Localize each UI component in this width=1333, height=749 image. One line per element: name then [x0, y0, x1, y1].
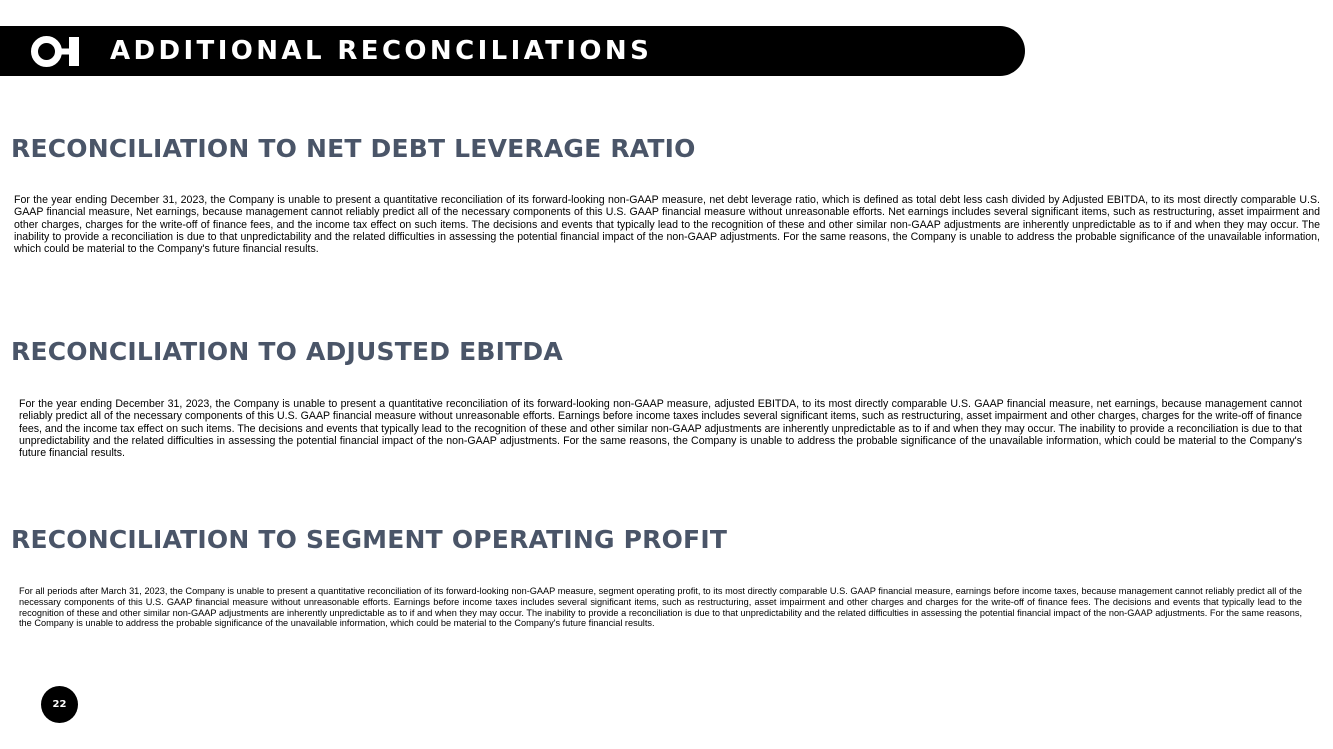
section-heading-adjusted-ebitda: RECONCILIATION TO ADJUSTED EBITDA [11, 337, 563, 366]
page-title: ADDITIONAL RECONCILIATIONS [110, 36, 653, 66]
section-heading-segment-operating-profit: RECONCILIATION TO SEGMENT OPERATING PROFIT [11, 525, 728, 554]
section-body-net-debt-leverage-ratio: For the year ending December 31, 2023, the Company is unable to present a quantitative reconciliation of its forward-looking non-GAAP measure, net debt leverage ratio, which is defined as total debt less cash divided by Adjusted EBITDA, to its most directly comparable U.S. GAAP financial measure, Net earnings, because management cannot reliably predict all of the necessary components of this U.S. GAAP financial measure without unreasonable efforts. Net earnings includes several significant items, such as restructuring, asset impairment and other charges, charges for the write-off of finance fees, and the income tax effect on such items. The decisions and events that typically lead to the recognition of these and other similar non-GAAP adjustments are inherently unpredictable as to if and when they may occur. The inability to provide a reconciliation is due to that unpredictability and the related difficulties in assessing the potential financial impact of the non-GAAP adjustments. For the same reasons, the Company is unable to address the probable significance of the unavailable information, which could be material to the Company's future financial results. [14, 194, 1320, 256]
oi-logo-icon [31, 36, 85, 67]
section-heading-net-debt-leverage-ratio: RECONCILIATION TO NET DEBT LEVERAGE RATIO [11, 134, 696, 163]
section-body-segment-operating-profit: For all periods after March 31, 2023, the Company is unable to present a quantitative reconciliation of its forward-looking non-GAAP measure, segment operating profit, to its most directly comparable U.S. GAAP financial measure, earnings before income taxes, because management cannot reliably predict all of the necessary components of this U.S. GAAP financial measure without unreasonable efforts. Earnings before income taxes includes several significant items, such as restructuring, asset impairment and other charges and charges for the write-off of finance fees. The decisions and events that typically lead to the recognition of these and other similar non-GAAP adjustments are inherently unpredictable as to if and when they may occur. The inability to provide a reconciliation is due to that unpredictability and the related difficulties in assessing the potential financial impact of the non-GAAP adjustments. For the same reasons, the Company is unable to address the probable significance of the unavailable information, which could be material to the Company's future financial results. [19, 586, 1302, 629]
page-number-badge: 22 [41, 686, 78, 723]
section-body-adjusted-ebitda: For the year ending December 31, 2023, the Company is unable to present a quantitative reconciliation of its forward-looking non-GAAP measure, adjusted EBITDA, to its most directly comparable U.S. GAAP financial measure, net earnings, because management cannot reliably predict all of the necessary components of this U.S. GAAP financial measure without unreasonable efforts. Earnings before income taxes includes several significant items, such as restructuring, asset impairment and other charges, charges for the write-off of finance fees, and the income tax effect on such items. The decisions and events that typically lead to the recognition of these and other similar non-GAAP adjustments are inherently unpredictable as to if and when they may occur. The inability to provide a reconciliation is due to that unpredictability and the related difficulties in assessing the potential financial impact of the non-GAAP adjustments. For the same reasons, the Company is unable to address the probable significance of the unavailable information, which could be material to the Company's future financial results. [19, 398, 1302, 460]
header-bar [0, 26, 1025, 76]
